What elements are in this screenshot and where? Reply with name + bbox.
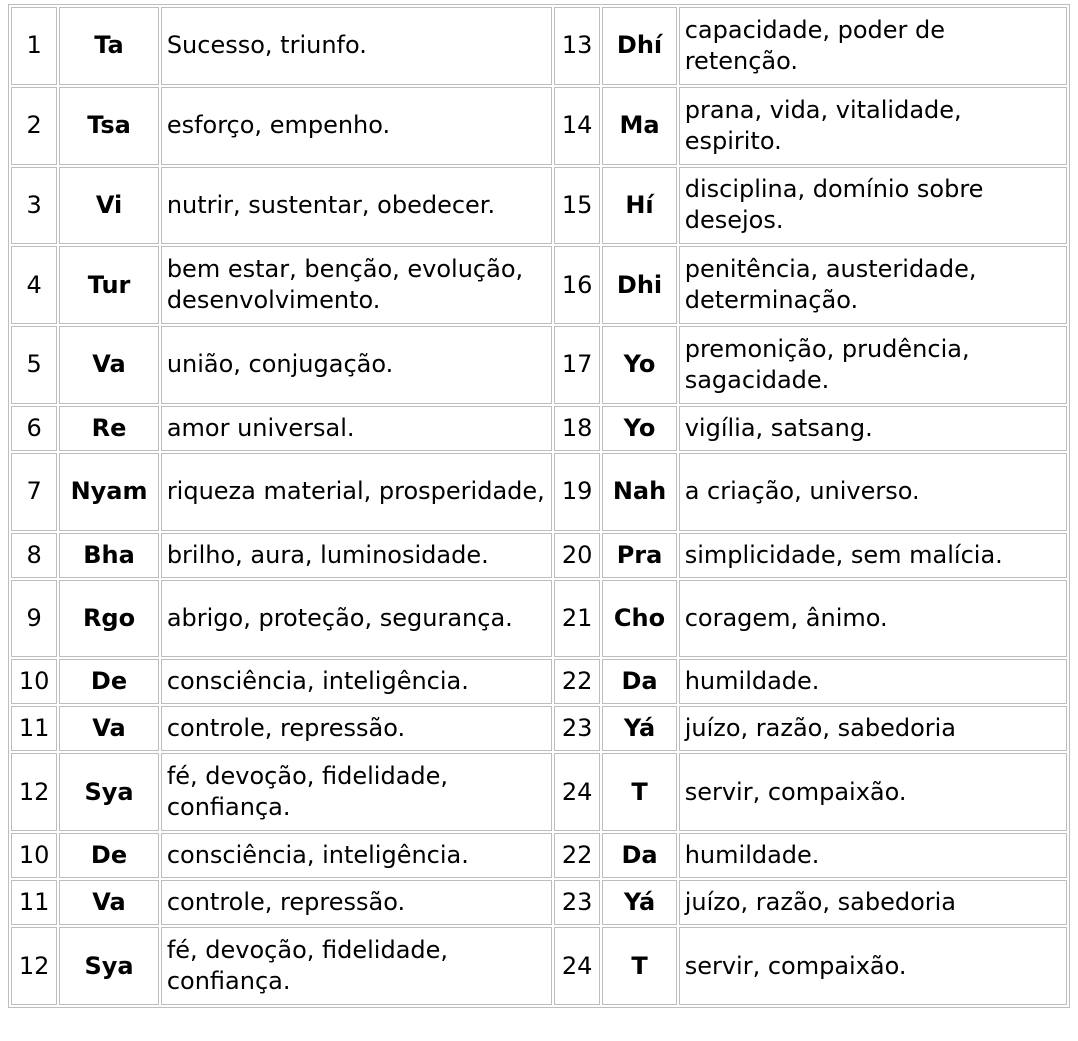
syllable: Va [59,706,159,751]
syllable-meaning: simplicidade, sem malícia. [679,533,1067,578]
syllable: Yá [602,880,676,925]
syllable-meaning: consciência, inteligência. [161,659,552,704]
syllable: Re [59,406,159,451]
syllable: Vi [59,167,159,245]
syllable: Va [59,326,159,404]
syllable-number: 21 [554,580,600,658]
syllable: Rgo [59,580,159,658]
syllable-meaning: abrigo, proteção, segurança. [161,580,552,658]
table-row [11,580,1067,658]
syllable-meaning: penitência, austeridade, determinação. [679,246,1067,324]
syllable-number: 9 [11,580,57,658]
syllable-number: 7 [11,453,57,531]
syllable: Hí [602,167,676,245]
syllable: Cho [602,580,676,658]
syllable-meaning: riqueza material, prosperidade, [161,453,552,531]
table-row [11,533,1067,578]
syllable-number: 19 [554,453,600,531]
syllable: Da [602,659,676,704]
syllable-meaning: premonição, prudência, sagacidade. [679,326,1067,404]
syllable-number: 14 [554,87,600,165]
syllable-meaning: fé, devoção, fidelidade, confiança. [161,927,552,1005]
syllable-number: 2 [11,87,57,165]
syllable-number: 24 [554,927,600,1005]
syllable-number: 18 [554,406,600,451]
syllable-number: 22 [554,833,600,878]
syllable-number: 3 [11,167,57,245]
table-row [11,406,1067,451]
table-row [11,246,1067,324]
syllable-meaning: Sucesso, triunfo. [161,7,552,85]
syllable: T [602,753,676,831]
syllable: Sya [59,753,159,831]
syllable: Ma [602,87,676,165]
syllable-meaning-table [8,4,1070,1008]
syllable: Yo [602,406,676,451]
syllable: De [59,659,159,704]
syllable-meaning: fé, devoção, fidelidade, confiança. [161,753,552,831]
syllable: Nyam [59,453,159,531]
syllable-meaning: juízo, razão, sabedoria [679,706,1067,751]
syllable-number: 10 [11,659,57,704]
syllable: Va [59,880,159,925]
syllable-meaning: nutrir, sustentar, obedecer. [161,167,552,245]
syllable-number: 20 [554,533,600,578]
syllable-number: 6 [11,406,57,451]
syllable-number: 12 [11,927,57,1005]
syllable: De [59,833,159,878]
syllable-number: 15 [554,167,600,245]
syllable-meaning: controle, repressão. [161,880,552,925]
syllable-meaning: brilho, aura, luminosidade. [161,533,552,578]
syllable: Ta [59,7,159,85]
syllable-meaning: coragem, ânimo. [679,580,1067,658]
table-row [11,326,1067,404]
table-row [11,87,1067,165]
syllable-meaning: humildade. [679,833,1067,878]
syllable-meaning: união, conjugação. [161,326,552,404]
table-row [11,706,1067,751]
table-row [11,167,1067,245]
syllable: Yá [602,706,676,751]
syllable: Dhi [602,246,676,324]
syllable-number: 16 [554,246,600,324]
syllable-number: 24 [554,753,600,831]
syllable: Nah [602,453,676,531]
syllable-meaning: vigília, satsang. [679,406,1067,451]
syllable-number: 13 [554,7,600,85]
syllable: Yo [602,326,676,404]
syllable: Pra [602,533,676,578]
syllable-meaning: juízo, razão, sabedoria [679,880,1067,925]
syllable-meaning: servir, compaixão. [679,753,1067,831]
table-body [11,7,1067,1005]
syllable-number: 10 [11,833,57,878]
syllable-meaning: esforço, empenho. [161,87,552,165]
table-row [11,833,1067,878]
syllable-number: 4 [11,246,57,324]
syllable-number: 5 [11,326,57,404]
syllable-meaning: prana, vida, vitalidade, espirito. [679,87,1067,165]
syllable-meaning: humildade. [679,659,1067,704]
syllable-meaning: amor universal. [161,406,552,451]
table-row [11,753,1067,831]
syllable: Bha [59,533,159,578]
syllable-number: 22 [554,659,600,704]
syllable: Sya [59,927,159,1005]
syllable-number: 23 [554,706,600,751]
syllable-meaning: servir, compaixão. [679,927,1067,1005]
syllable-number: 12 [11,753,57,831]
table-row [11,880,1067,925]
syllable: Tur [59,246,159,324]
syllable-meaning: capacidade, poder de retenção. [679,7,1067,85]
syllable: Da [602,833,676,878]
syllable-meaning: a criação, universo. [679,453,1067,531]
syllable-number: 8 [11,533,57,578]
table-row [11,927,1067,1005]
syllable-meaning: controle, repressão. [161,706,552,751]
syllable-number: 11 [11,706,57,751]
syllable-number: 11 [11,880,57,925]
table-row [11,453,1067,531]
syllable: Dhí [602,7,676,85]
syllable-number: 23 [554,880,600,925]
table-row [11,7,1067,85]
syllable: Tsa [59,87,159,165]
syllable-meaning: disciplina, domínio sobre desejos. [679,167,1067,245]
syllable: T [602,927,676,1005]
table-row [11,659,1067,704]
syllable-meaning: consciência, inteligência. [161,833,552,878]
syllable-number: 1 [11,7,57,85]
syllable-meaning: bem estar, benção, evolução, desenvolvimento. [161,246,552,324]
syllable-number: 17 [554,326,600,404]
